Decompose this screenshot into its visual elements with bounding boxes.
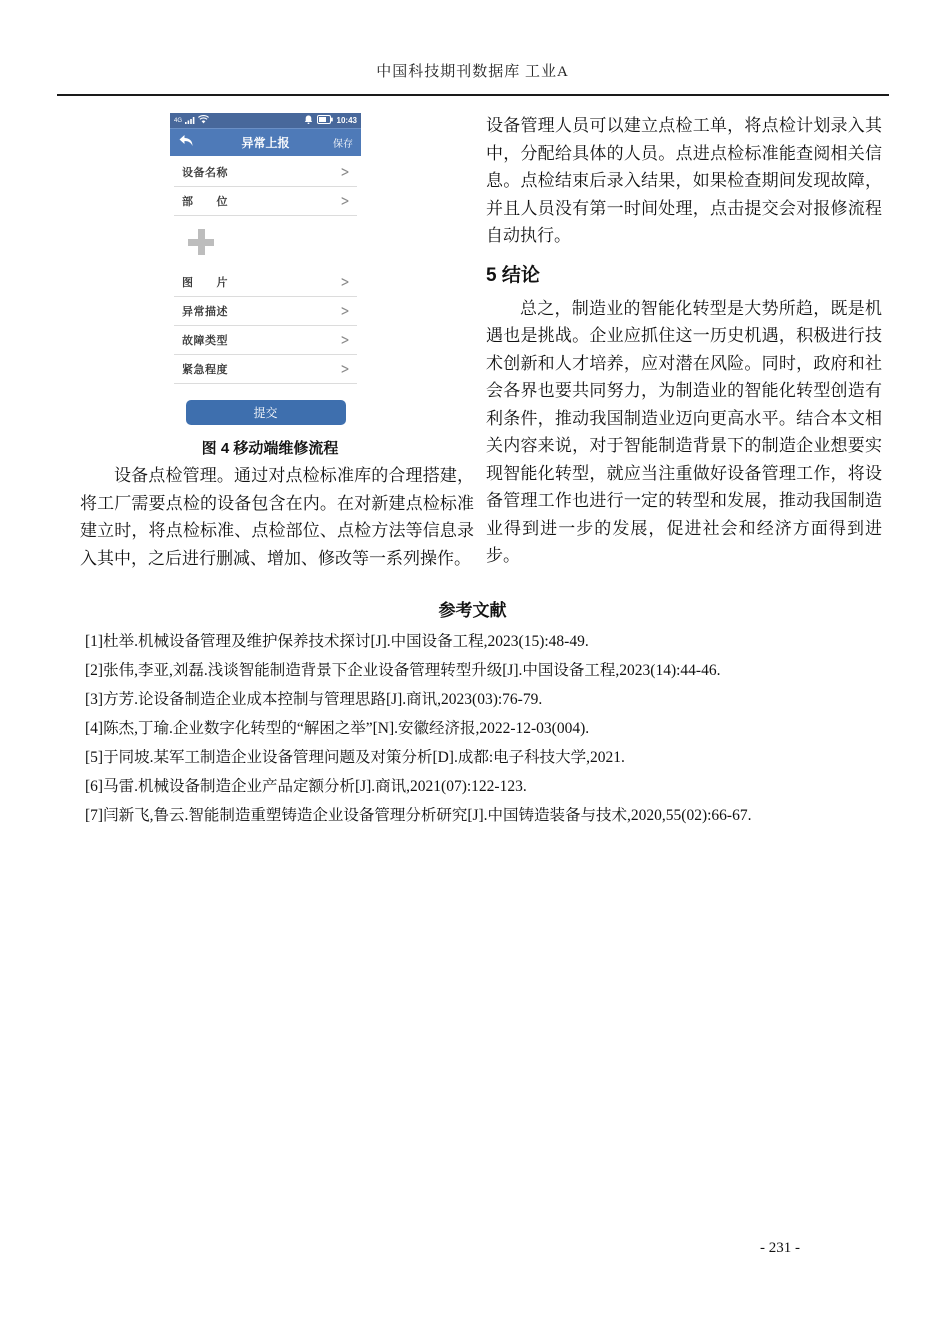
reference-item: [1]杜举.机械设备管理及维护保养技术探讨[J].中国设备工程,2023(15):48-49. <box>85 633 589 650</box>
phone-form <box>170 156 361 431</box>
page-number: - 231 - <box>760 1240 800 1256</box>
chevron-right-icon: > <box>341 359 349 379</box>
chevron-right-icon: > <box>341 301 349 321</box>
form-row-label: 异常描述 <box>182 306 228 318</box>
left-column-paragraph: 设备点检管理。通过对点检标准库的合理搭建，将工厂需要点检的设备包含在内。在对新建点检标准建立时，将点检标准、点检部位、点检方法等信息录入其中，之后进行删减、增加、修改等一系列操作。 <box>80 466 474 568</box>
right-column <box>486 112 882 570</box>
reference-item: [7]闫新飞,鲁云.智能制造重塑铸造企业设备管理分析研究[J].中国铸造装备与技术,2020,55(02):66-67. <box>85 807 752 824</box>
form-row-device-name <box>174 158 357 187</box>
reference-item: [5]于同坡.某军工制造企业设备管理问题及对策分析[D].成都:电子科技大学,2021. <box>85 749 625 766</box>
chevron-right-icon: > <box>341 191 349 211</box>
save-button: 保存 <box>333 139 353 150</box>
phone-status-bar <box>170 113 361 128</box>
form-row-label: 紧急程度 <box>182 364 228 376</box>
conclusion-heading: 5 结论 <box>486 264 540 286</box>
form-row-label: 图 片 <box>182 277 228 289</box>
form-row-label: 故障类型 <box>182 335 228 347</box>
chevron-right-icon: > <box>341 330 349 350</box>
network-type-label: 4G <box>174 118 183 124</box>
clock-time: 10:43 <box>336 116 357 125</box>
journal-header: 中国科技期刊数据库 工业A <box>376 64 569 80</box>
references-title: 参考文献 <box>438 601 507 620</box>
form-row-urgency <box>174 355 357 384</box>
right-paragraph-2: 总之，制造业的智能化转型是大势所趋，既是机遇也是挑战。企业应抓住这一历史机遇，积极进行技术创新和人才培养，应对潜在风险。同时，政府和社会各界也要共同努力，为制造业的智能化转型创造有利条件，推动我国制造业迈向更高水平。结合本文相关内容来说，对于智能制造背景下的制造企业想要实现智能化转型，就应当注重做好设备管理工作，将设备管理工作也进行一定的转型和发展，推动我国制造业得到进一步的发展，促进社会和经济方面得到进步。 <box>486 298 882 565</box>
form-row-fault-type <box>174 326 357 355</box>
back-arrow-icon <box>178 134 194 152</box>
submit-button: 提交 <box>186 400 346 425</box>
chevron-right-icon: > <box>341 272 349 292</box>
form-row-part <box>174 187 357 216</box>
status-right <box>304 115 357 127</box>
signal-bars-icon <box>185 116 195 126</box>
form-row-anomaly-description <box>174 297 357 326</box>
reference-item: [4]陈杰,丁瑜.企业数字化转型的“解困之举”[N].安徽经济报,2022-12-03(004). <box>85 720 590 737</box>
figure-caption: 图 4 移动端维修流程 <box>201 440 339 457</box>
status-left <box>174 115 209 126</box>
form-row-picture <box>174 268 357 297</box>
header-divider <box>57 94 889 96</box>
wifi-icon <box>198 115 209 126</box>
plus-icon <box>188 229 214 255</box>
form-row-label: 部 位 <box>182 196 228 208</box>
right-paragraph-1: 设备管理人员可以建立点检工单，将点检计划录入其中，分配给具体的人员。点进点检标准能查阅相关信息。点检结束后录入结果，如果检查期间发现故障，并且人员没有第一时间处理，点击提交会对报修流程自动执行。 <box>486 116 882 245</box>
phone-screen-title: 异常上报 <box>241 136 290 150</box>
reference-item: [6]马雷.机械设备制造企业产品定额分析[J].商讯,2021(07):122-123. <box>85 778 527 795</box>
battery-icon <box>317 115 333 126</box>
references-list <box>85 627 877 830</box>
form-row-label: 设备名称 <box>182 167 228 179</box>
reference-item: [3]方芳.论设备制造企业成本控制与管理思路[J].商讯,2023(03):76-79. <box>85 691 543 708</box>
submit-button-wrap <box>170 400 361 425</box>
reference-item: [2]张伟,李亚,刘磊.浅谈智能制造背景下企业设备管理转型升级[J].中国设备工程,2023(14):44-46. <box>85 662 721 679</box>
figure-phone-mockup <box>170 113 361 431</box>
add-photo-area <box>174 216 357 268</box>
notification-bell-icon <box>304 115 313 127</box>
phone-nav-bar <box>170 128 361 156</box>
chevron-right-icon: > <box>341 162 349 182</box>
